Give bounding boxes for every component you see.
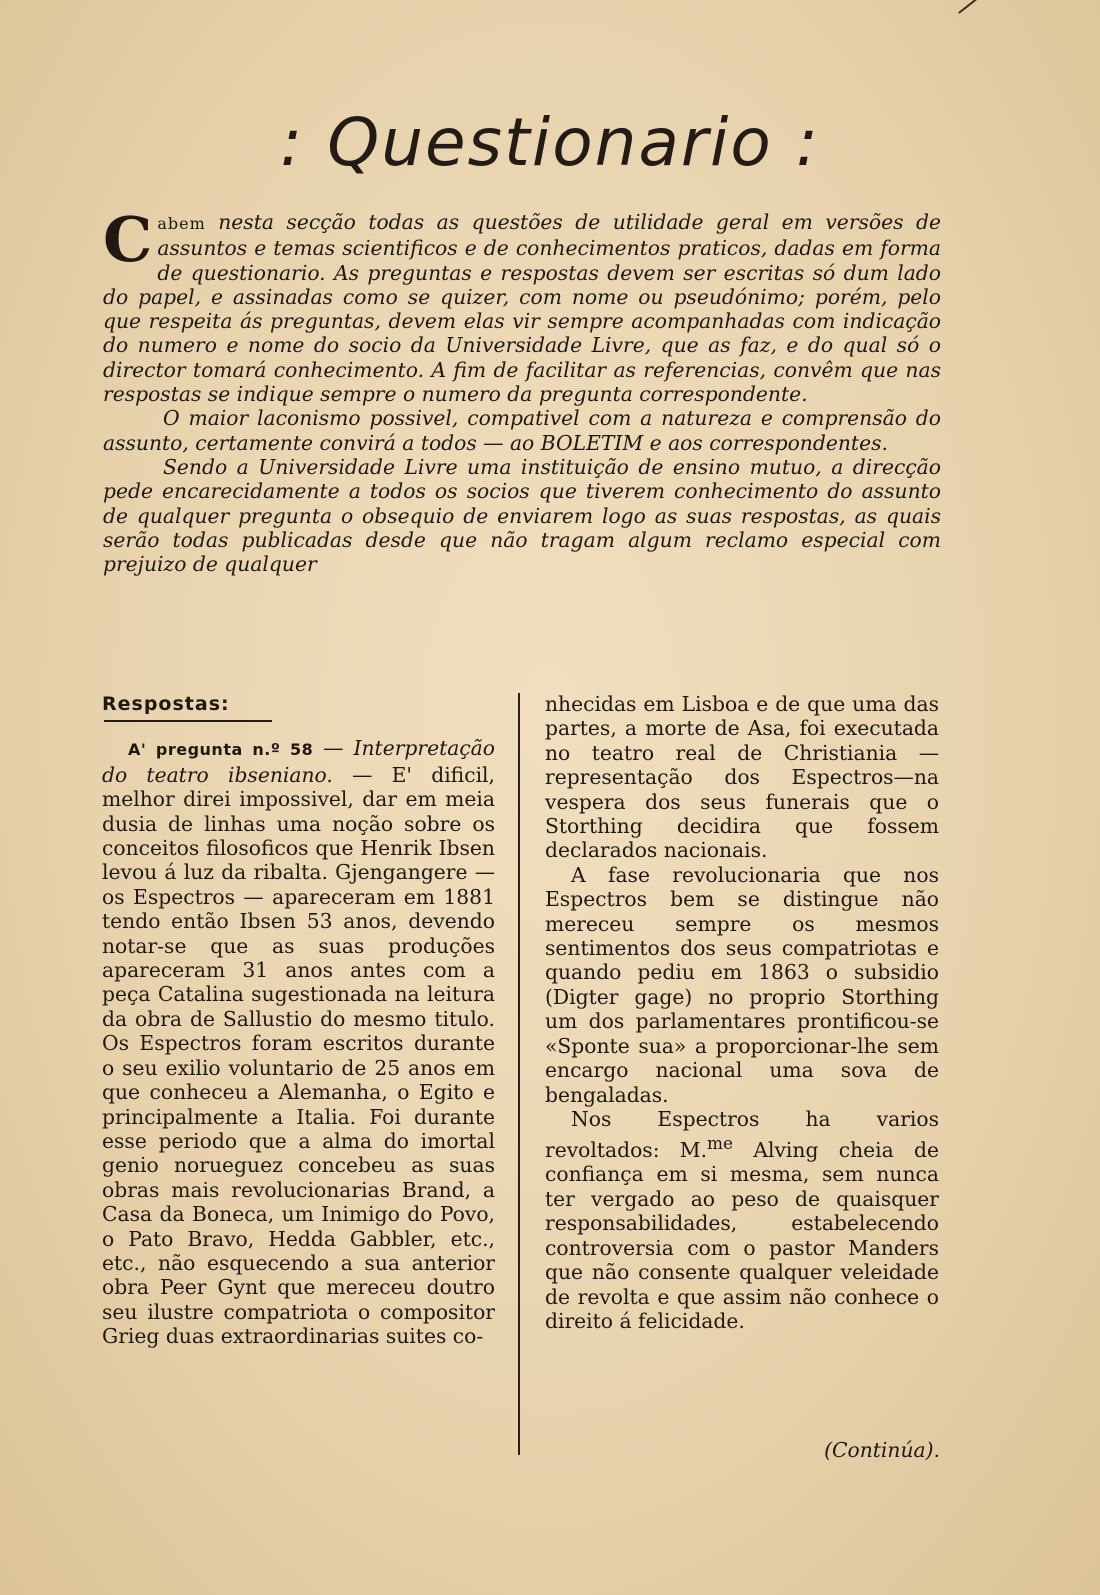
corner-pen-mark bbox=[958, 0, 980, 14]
answer-left-text: — E' dificil, melhor direi impossivel, dar em meia dusia de linhas uma noção sobre os conceitos filosoficos que Henrik Ibsen levou á luz da ribalta. Gjengangere — os Espectros — apareceram em 1881 tendo então Ibsen 53 anos, devendo notar-se que as suas produções apareceram 31 anos antes com a peça Catalina sugestionada na leitura da obra de Sallustio do mesmo titulo. Os Espectros foram escritos durante o seu exilio voluntario de 25 anos em que conheceu a Alemanha, o Egito e principalmente a Italia. Foi durante esse periodo que a alma do imortal genio norueguez concebeu as suas obras mais revolucionarias Brand, a Casa da Boneca, um Inimigo do Povo, o Pato Bravo, Hedda Gabbler, etc., etc., não esquecendo a sua anterior obra Peer Gynt que mereceu doutro seu ilustre compatriota o compositor Grieg duas extraordinarias suites co- bbox=[102, 762, 495, 1349]
answer-paragraph-left bbox=[102, 736, 495, 1348]
answer-right-paragraph-2: A fase revolucionaria que nos Espectros bem se distingue não mereceu sempre os mesmos sentimentos dos seus compatriotas e quando pediu em 1863 o subsidio (Digter gage) no proprio Storthing um dos parlamentares prontificou-se «Sponte sua» a proporcionar-lhe sem encargo nacional uma sova de bengaladas. bbox=[545, 862, 939, 1107]
column-divider bbox=[518, 693, 520, 1455]
intro-paragraph-1-text: nesta secção todas as questões de utilidade geral em versões de assuntos e temas scientificos e de conhecimentos praticos, dadas em forma de questionario. As preguntas e respostas devem ser escritas só dum lado do papel, e assinadas como se quizer, com nome ou pseudónimo; porém, pelo que respeita ás preguntas, devem elas vir sempre acompanhadas com indicação do numero e nome do socio da Universidade Livre, que as faz, e do qual só o director tomará conhecimento. A fim de facilitar as referencias, convêm que nas respostas se indique sempre o numero da pregunta correspondente. bbox=[103, 210, 941, 407]
continued-note: (Continúa). bbox=[824, 1438, 940, 1462]
question-title: Interpretação do teatro ibseniano. bbox=[102, 736, 495, 787]
answer-right-paragraph-1: nhecidas em Lisboa e de que uma das partes, a morte de Asa, foi executada no teatro real de Christiania — representação dos Espectros—na vespera dos seus funerais que o Storthing decidira que fossem declarados nacionais. bbox=[545, 692, 939, 863]
section-heading-respostas: Respostas: bbox=[102, 693, 230, 715]
answer-right-paragraph-3-rest: Alving cheia de confiança em si mesma, sem nunca ter vergado ao peso de quaisquer responsabilidades, estabelecendo controversia com o pastor Manders que não consente qualquer veleidade de revolta e que assim não conhece o direito á felicidade. bbox=[545, 1138, 939, 1333]
question-label: A' pregunta n.º 58 bbox=[128, 740, 314, 760]
answers-left-column bbox=[102, 692, 495, 1349]
intro-paragraph-2: O maior laconismo possivel, compativel com a natureza e comprensão do assunto, certamente convirá a todos — ao BOLETIM e aos correspondentes. bbox=[103, 406, 941, 455]
answer-right-paragraph-3 bbox=[545, 1107, 939, 1333]
question-separator: — bbox=[313, 736, 354, 761]
intro-text-block bbox=[103, 203, 941, 577]
intro-lead-word: abem bbox=[157, 214, 206, 233]
intro-paragraph-3: Sendo a Universidade Livre uma instituição de ensino mutuo, a direcção pede encarecidamente a todos os socios que tiverem conhecimento do assunto de qualquer pregunta o obsequio de enviarem logo as suas respostas, as quais serão todas publicadas desde que não tragam algum reclamo especial com prejuizo de qualquer bbox=[103, 454, 941, 577]
drop-cap: C bbox=[103, 203, 153, 276]
page-title: : Questionario : bbox=[280, 104, 820, 181]
answer-right-paragraph-3-start: Nos Espectros ha varios revoltados: M. bbox=[545, 1106, 939, 1163]
madame-superscript: me bbox=[707, 1133, 734, 1154]
section-heading-rule bbox=[104, 720, 272, 722]
answers-right-column bbox=[545, 692, 939, 1333]
intro-paragraph-1 bbox=[103, 203, 941, 407]
